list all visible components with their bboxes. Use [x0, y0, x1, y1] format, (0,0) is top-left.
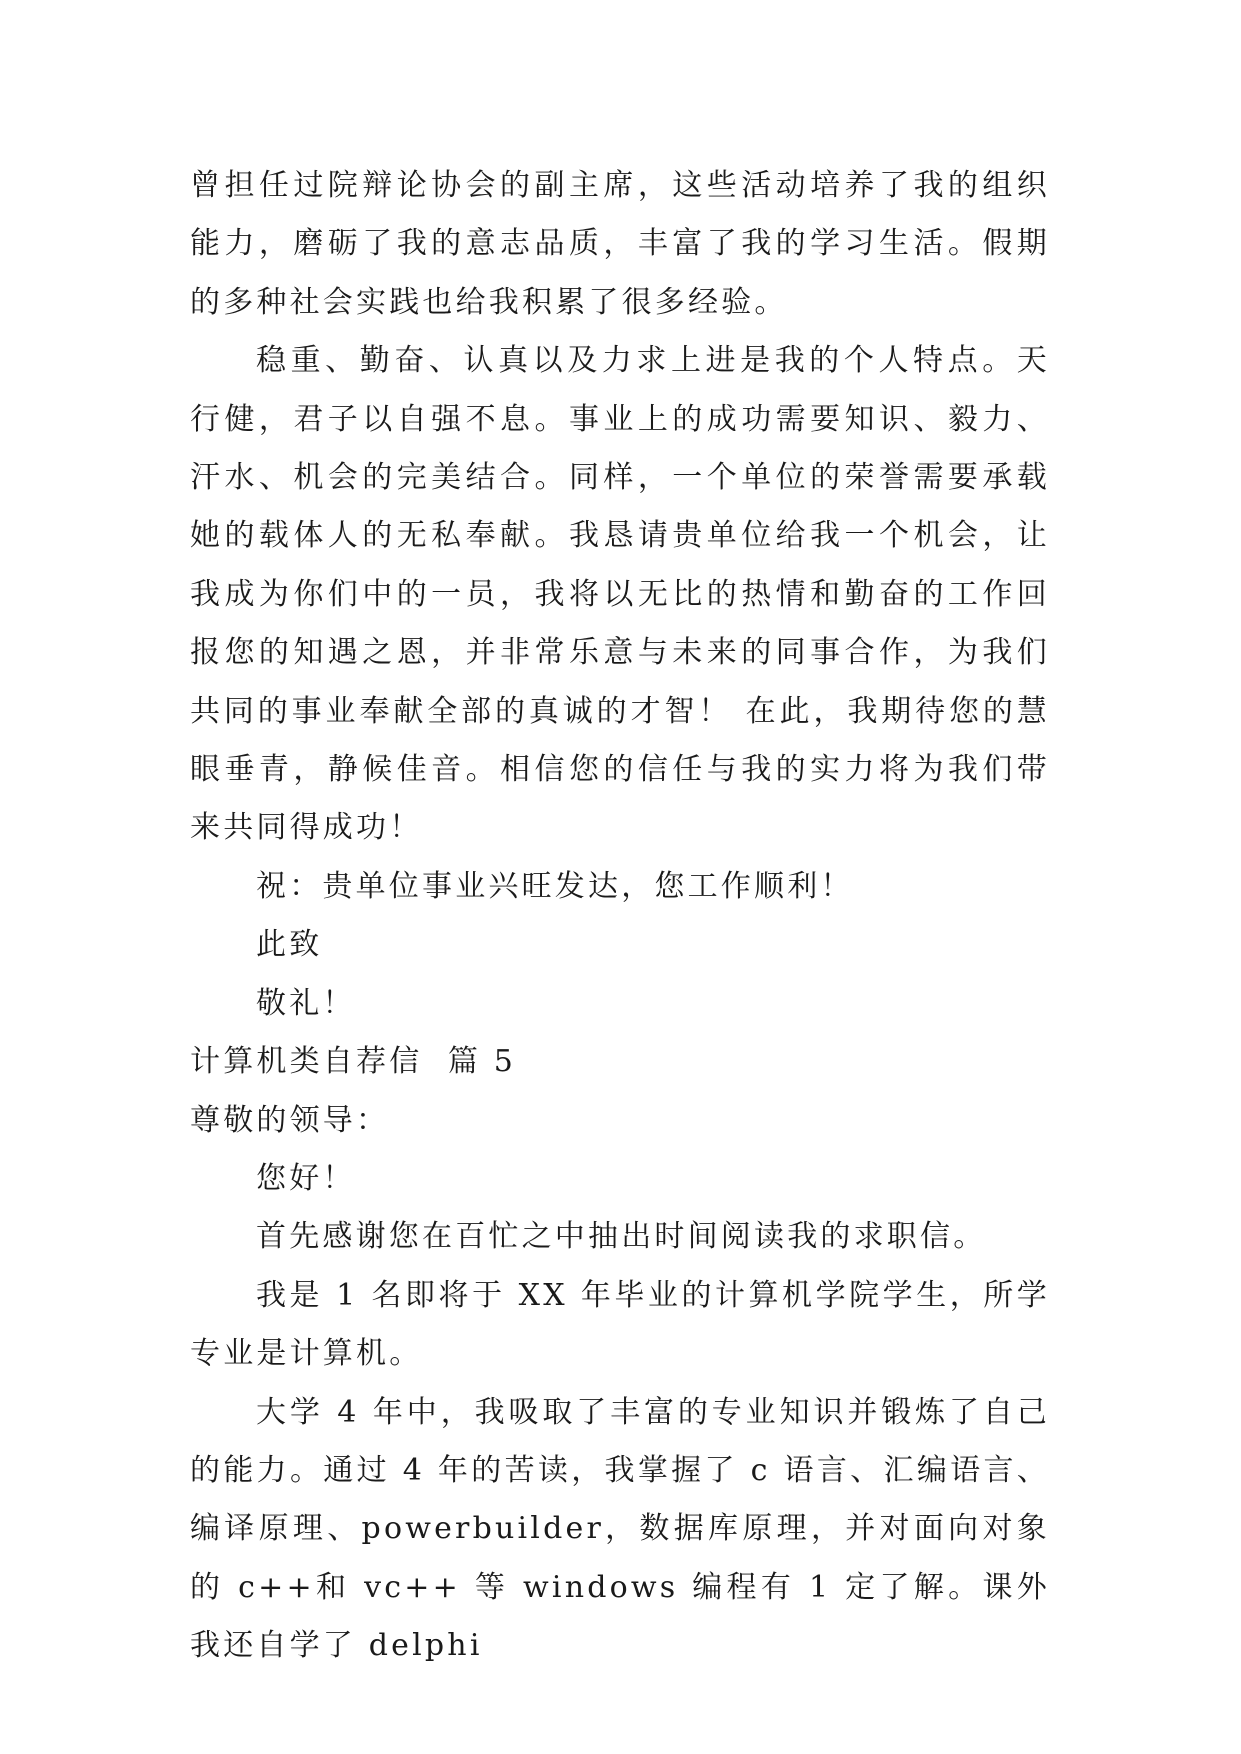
closing-cizhi: 此致	[256, 927, 323, 963]
paragraph-wishes: 祝：贵单位事业兴旺发达，您工作顺利！	[256, 868, 854, 904]
closing-jingli: 敬礼！	[256, 985, 356, 1021]
paragraph-skills: 大学 4 年中，我吸取了丰富的专业知识并锻炼了自己的能力。通过 4 年的苦读，我掌握了 c 语言、汇编语言、编译原理、powerbuilder，数据库原理，并对面向对象的 c++和 vc++ 等 windows 编程有 1 定了解。课外我还自学了 delphi	[190, 1394, 1050, 1664]
paragraph-personal-traits: 稳重、勤奋、认真以及力求上进是我的个人特点。天行健，君子以自强不息。事业上的成功需要知识、毅力、汗水、机会的完美结合。同样，一个单位的荣誉需要承载她的载体人的无私奉献。我恳请贵单位给我一个机会，让我成为你们中的一员，我将以无比的热情和勤奋的工作回报您的知遇之恩，并非常乐意与未来的同事合作，为我们共同的事业奉献全部的真诚的才智！ 在此，我期待您的慧眼垂青，静候佳音。相信您的信任与我的实力将为我们带来共同得成功！	[190, 343, 1050, 846]
paragraph-thanks: 首先感谢您在百忙之中抽出时间阅读我的求职信。	[256, 1219, 987, 1255]
paragraph-activities: 曾担任过院辩论协会的副主席，这些活动培养了我的组织能力，磨砺了我的意志品质，丰富了我的学习生活。假期的多种社会实践也给我积累了很多经验。	[190, 168, 1050, 320]
paragraph-intro: 我是 1 名即将于 XX 年毕业的计算机学院学生，所学专业是计算机。	[190, 1277, 1050, 1372]
section-heading: 计算机类自荐信 篇 5	[190, 1044, 517, 1080]
letter-body	[190, 157, 1050, 1676]
salutation: 尊敬的领导：	[190, 1102, 390, 1138]
greeting: 您好！	[256, 1160, 356, 1196]
